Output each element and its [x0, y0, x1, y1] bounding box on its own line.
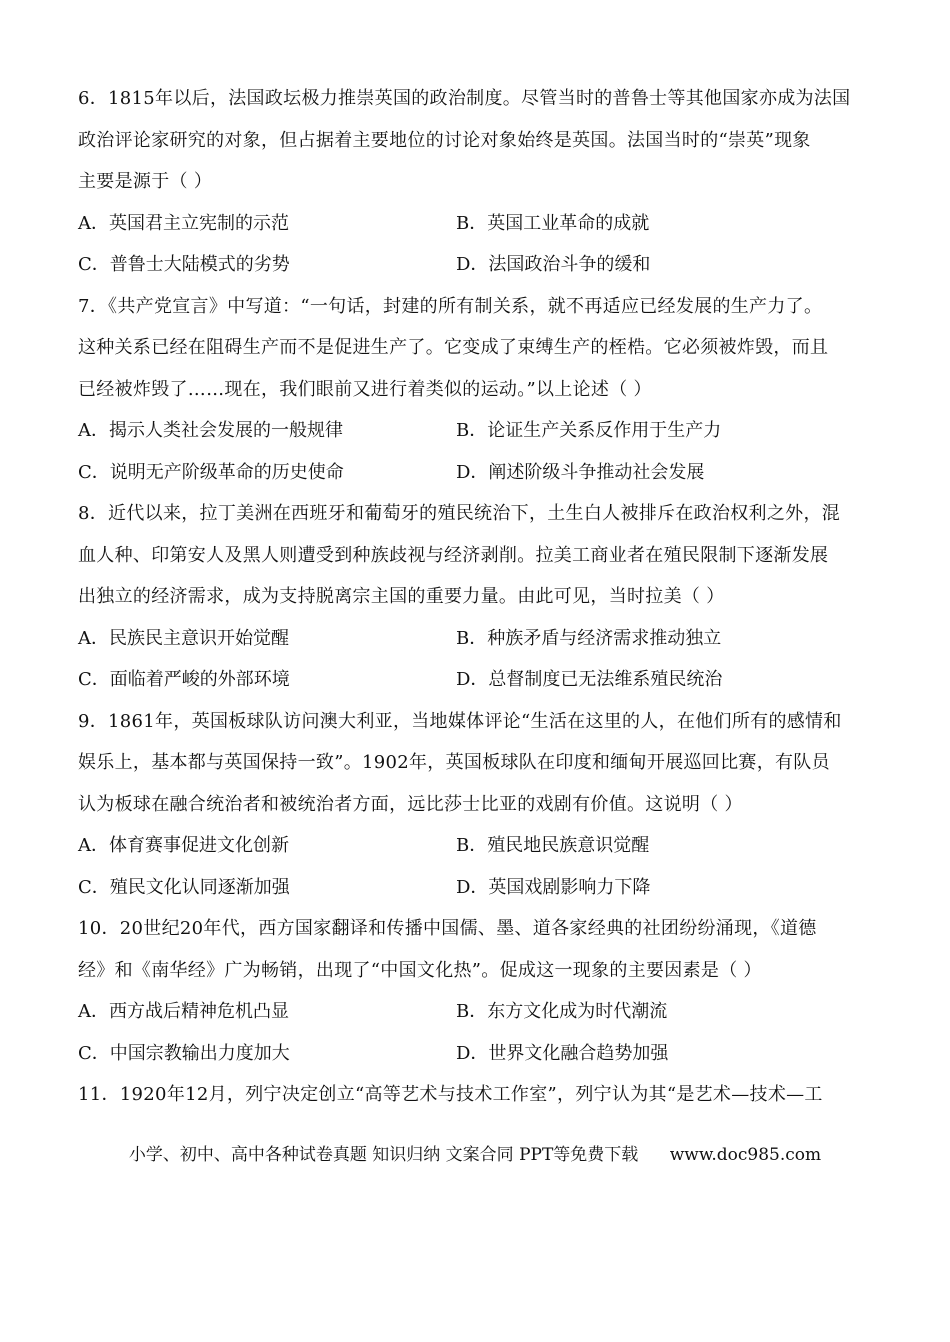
option-row — [78, 659, 878, 701]
option-row — [78, 410, 878, 452]
question-8 — [78, 493, 878, 701]
option-row — [78, 244, 878, 286]
option-d: D．法国政治斗争的缓和 — [456, 254, 651, 275]
question-text-line: 出独立的经济需求，成为支持脱离宗主国的重要力量。由此可见，当时拉美（ ） — [78, 586, 725, 607]
option-b: B．英国工业革命的成就 — [456, 212, 650, 234]
question-9 — [78, 701, 878, 909]
option-a: A．西方战后精神危机凸显 — [78, 1001, 289, 1022]
option-a: A．体育赛事促进文化创新 — [78, 835, 289, 856]
question-text-line: 这种关系已经在阻碍生产而不是促进生产了。它变成了束缚生产的桎梏。它必须被炸毁，而且 — [78, 337, 829, 358]
question-text-line: 娱乐上，基本都与英国保持一致”。1902年，英国板球队在印度和缅甸开展巡回比赛，有队员 — [78, 752, 830, 773]
option-b: B．东方文化成为时代潮流 — [456, 1001, 668, 1022]
option-row — [78, 825, 878, 867]
option-c: C．说明无产阶级革命的历史使命 — [78, 461, 344, 483]
option-row — [78, 618, 878, 660]
question-text-line: 11．1920年12月，列宁决定创立“高等艺术与技术工作室”，列宁认为其“是艺术—技术—工 — [78, 1084, 823, 1105]
question-text-line: 9．1861年，英国板球队访问澳大利亚，当地媒体评论“生活在这里的人，在他们所有的感情和 — [78, 710, 842, 732]
question-6 — [78, 78, 878, 286]
option-b: B．种族矛盾与经济需求推动独立 — [456, 627, 722, 649]
question-text-line: 政治评论家研究的对象，但占据着主要地位的讨论对象始终是英国。法国当时的“崇英”现象 — [78, 129, 811, 151]
option-c: C．面临着严峻的外部环境 — [78, 669, 290, 690]
question-text-line: 6．1815年以后，法国政坛极力推崇英国的政治制度。尽管当时的普鲁士等其他国家亦成为法国 — [78, 88, 851, 109]
question-text-line: 认为板球在融合统治者和被统治者方面，远比莎士比亚的戏剧有价值。这说明（ ） — [78, 793, 743, 815]
question-text-line: 经》和《南华经》广为畅销，出现了“中国文化热”。促成这一现象的主要因素是（ ） — [78, 959, 762, 981]
option-c: C．殖民文化认同逐渐加强 — [78, 876, 290, 898]
option-d: D．世界文化融合趋势加强 — [456, 1042, 669, 1064]
option-a: A．民族民主意识开始觉醒 — [78, 627, 289, 649]
option-row — [78, 991, 878, 1033]
option-d: D．阐述阶级斗争推动社会发展 — [456, 461, 705, 483]
option-row — [78, 867, 878, 909]
option-d: D．英国戏剧影响力下降 — [456, 876, 651, 898]
option-a: A．英国君主立宪制的示范 — [78, 212, 289, 234]
footer-link[interactable]: www.doc985.com — [669, 1145, 822, 1165]
option-c: C．普鲁士大陆模式的劣势 — [78, 254, 290, 275]
question-10 — [78, 908, 878, 1074]
option-row — [78, 203, 878, 245]
question-text-line: 血人种、印第安人及黑人则遭受到种族歧视与经济剥削。拉美工商业者在殖民限制下逐渐发展 — [78, 544, 829, 566]
option-b: B．论证生产关系反作用于生产力 — [456, 420, 722, 441]
footer-text: 小学、初中、高中各种试卷真题 知识归纳 文案合同 PPT等免费下载 — [128, 1145, 639, 1165]
question-text-line: 主要是源于（ ） — [78, 171, 213, 192]
page-footer — [0, 1140, 950, 1170]
question-text-line: 7．《共产党宣言》中写道：“一句话，封建的所有制关系，就不再适应已经发展的生产力了。 — [78, 295, 823, 317]
question-text-line: 已经被炸毁了……现在，我们眼前又进行着类似的运动。”以上论述（ ） — [78, 378, 652, 400]
option-b: B．殖民地民族意识觉醒 — [456, 835, 650, 856]
option-a: A．揭示人类社会发展的一般规律 — [78, 420, 343, 441]
question-text-line: 10．20世纪20年代，西方国家翻译和传播中国儒、墨、道各家经典的社团纷纷涌现，《道德 — [78, 918, 817, 939]
option-c: C．中国宗教输出力度加大 — [78, 1042, 290, 1064]
question-7 — [78, 286, 878, 494]
option-row — [78, 1033, 878, 1075]
question-11 — [78, 1074, 878, 1116]
option-d: D．总督制度已无法维系殖民统治 — [456, 669, 723, 690]
option-row — [78, 452, 878, 494]
question-list — [78, 78, 878, 1116]
question-text-line: 8．近代以来，拉丁美洲在西班牙和葡萄牙的殖民统治下，土生白人被排斥在政治权利之外，混 — [78, 503, 841, 524]
